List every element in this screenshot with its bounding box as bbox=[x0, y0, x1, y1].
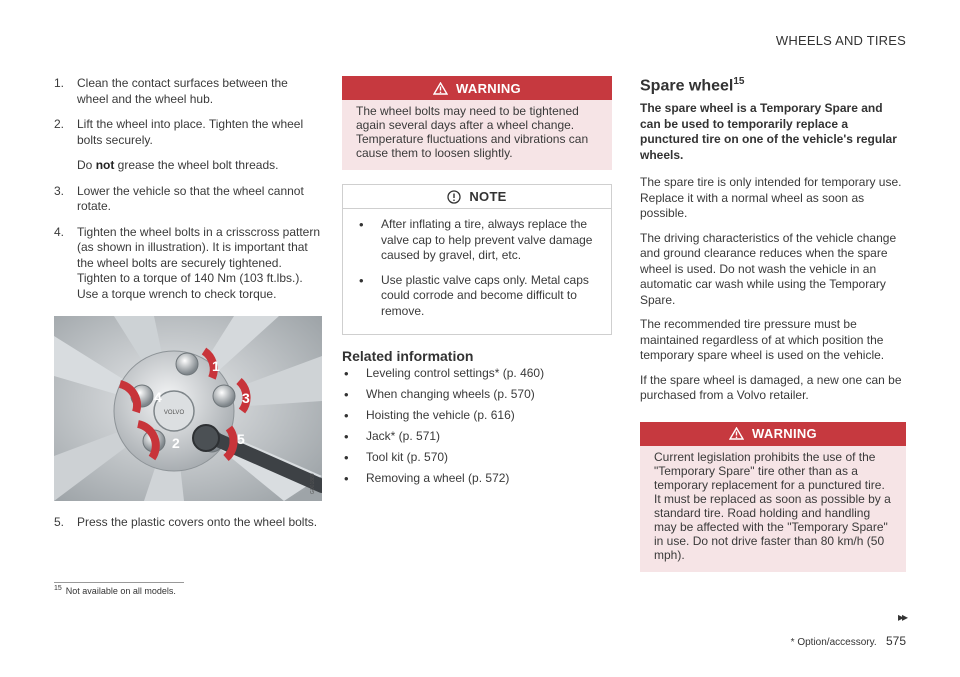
step-text: Clean the contact surfaces between the wheel and the wheel hub. bbox=[77, 76, 288, 106]
wheel-bolt-illustration bbox=[54, 316, 322, 501]
related-link[interactable]: • Jack* (p. 571) bbox=[342, 429, 612, 445]
section-header: WHEELS AND TIRES bbox=[775, 33, 906, 48]
step-text: Lift the wheel into place. Tighten the wheel bolts securely. bbox=[77, 117, 304, 147]
note-body bbox=[343, 209, 611, 334]
step-number: 1. bbox=[54, 76, 65, 90]
footnote-divider bbox=[54, 582, 184, 583]
option-note: * Option/accessory. bbox=[790, 637, 877, 648]
label-4: 4 bbox=[154, 389, 162, 405]
note-item: • Use plastic valve caps only. Metal caps could corrode and become difficult to remove. bbox=[357, 273, 597, 320]
related-link[interactable]: • Removing a wheel (p. 572) bbox=[342, 471, 612, 487]
paragraph: If the spare wheel is damaged, a new one can be purchased from a Volvo retailer. bbox=[640, 372, 902, 403]
related-link[interactable]: • Leveling control settings* (p. 460) bbox=[342, 366, 612, 382]
label-5: 5 bbox=[237, 431, 245, 447]
step-3 bbox=[54, 184, 322, 215]
label-1: 1 bbox=[212, 358, 220, 374]
paragraph: The recommended tire pressure must be maintained regardless of at which position the temporary spare wheel is used on the vehicle. bbox=[640, 317, 885, 363]
warning-title: WARNING bbox=[456, 80, 521, 96]
note-emphasis: not bbox=[95, 158, 115, 172]
related-info-heading: Related information bbox=[342, 348, 474, 364]
step-1 bbox=[54, 76, 322, 107]
paragraph: The driving characteristics of the vehicle change and ground clearance reduces when the spare wheel is used. Do not wash the vehicle in an automatic car wash while using the Temporary Spare. bbox=[640, 230, 897, 307]
warning-text: The wheel bolts may need to be tightened again several days after a wheel change. Temperature fluctuations and vibrations can cause them to loosen slightly. bbox=[356, 104, 589, 160]
spare-wheel-heading bbox=[640, 76, 906, 95]
warning-header bbox=[342, 76, 612, 100]
related-link[interactable]: • When changing wheels (p. 570) bbox=[342, 387, 612, 403]
column-middle bbox=[342, 76, 612, 493]
warning-title: WARNING bbox=[752, 426, 817, 442]
step-number: 2. bbox=[54, 117, 65, 131]
step-note bbox=[77, 158, 322, 174]
note-post: grease the wheel bolt threads. bbox=[114, 158, 279, 172]
step-number: 4. bbox=[54, 224, 65, 239]
warning-box-spare bbox=[640, 422, 906, 572]
warning-box bbox=[342, 76, 612, 170]
step-text: Lower the vehicle so that the wheel cannot rotate. bbox=[77, 183, 304, 213]
warning-text: Current legislation prohibits the use of the "Temporary Spare" tire other than as a temporary replacement for a punctured tire. It must be replaced as soon as possible by a standard tire. Road holding and handling may be affected with the "Temporary Spare" in use. Do not drive faster than 80 km/h (50 mph). bbox=[654, 449, 891, 562]
note-header bbox=[343, 185, 611, 209]
step-text: Tighten the wheel bolts in a crisscross pattern (as shown in illustration). It is important that the wheel bolts are securely tightened. Tighten to a torque of 140 Nm (103 ft.lbs.). Use a torque wrench to check torque. bbox=[77, 224, 321, 301]
footnote-text: Not available on all models. bbox=[65, 586, 176, 596]
spare-title-text: Spare wheel bbox=[640, 77, 734, 95]
warning-triangle-icon bbox=[729, 427, 744, 440]
footnote-ref: 15 bbox=[733, 76, 745, 87]
note-pre: Do bbox=[77, 158, 93, 172]
next-page-arrow-icon[interactable]: ▸▸ bbox=[897, 610, 906, 624]
hub-logo-text: VOLVO bbox=[163, 410, 185, 416]
column-right bbox=[640, 76, 906, 572]
label-2: 2 bbox=[172, 435, 180, 451]
spare-intro: The spare wheel is a Temporary Spare and can be used to temporarily replace a punctured tire on one of the vehicle's regular wheels. bbox=[640, 101, 897, 162]
label-3: 3 bbox=[242, 390, 250, 406]
paragraph: The spare tire is only intended for temporary use. Replace it with a normal wheel as soon as possible. bbox=[640, 175, 902, 221]
warning-triangle-icon bbox=[433, 82, 448, 95]
step-number: 3. bbox=[54, 183, 65, 198]
column-left bbox=[54, 76, 322, 541]
step-text: Press the plastic covers onto the wheel bolts. bbox=[77, 515, 318, 529]
step-4 bbox=[54, 225, 322, 303]
page-number: 575 bbox=[885, 634, 906, 648]
related-link[interactable]: • Hoisting the vehicle (p. 616) bbox=[342, 408, 612, 424]
step-number: 5. bbox=[54, 515, 65, 529]
note-box bbox=[342, 184, 612, 335]
note-item: • After inflating a tire, always replace the valve cap to help prevent valve damage caused by gravel, dirt, etc. bbox=[357, 217, 597, 264]
step-2 bbox=[54, 117, 322, 174]
related-info-list bbox=[342, 366, 612, 487]
footnote-number: 15 bbox=[54, 585, 62, 592]
footnote bbox=[54, 585, 176, 596]
note-title: NOTE bbox=[469, 189, 507, 204]
figure-code: G001880 bbox=[310, 473, 316, 494]
page-footer bbox=[791, 634, 906, 648]
warning-header bbox=[640, 422, 906, 446]
info-icon bbox=[447, 190, 461, 204]
related-link[interactable]: • Tool kit (p. 570) bbox=[342, 450, 612, 466]
wheel-illustration-graphic bbox=[54, 316, 322, 501]
step-5 bbox=[54, 515, 322, 531]
